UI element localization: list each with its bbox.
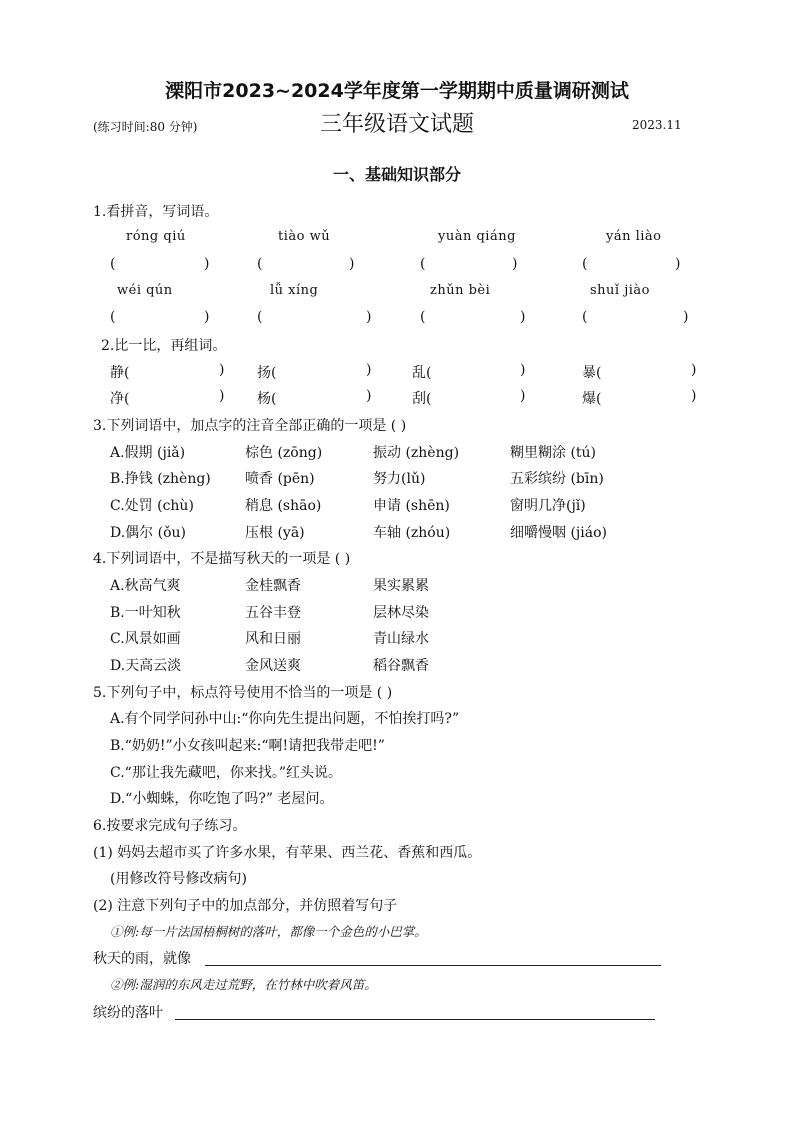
page-title: 溧阳市2023~2024学年度第一学期期中质量调研测试 bbox=[165, 80, 629, 102]
q6-sentence-1: (1) 妈妈去超市买了许多水果，有苹果、西兰花、香蕉和西瓜。 bbox=[93, 845, 482, 861]
q5-option: C.“那让我先藏吧，你来找。”红头说。 bbox=[110, 765, 342, 781]
answer-line[interactable] bbox=[205, 965, 661, 966]
q3-option: 糊里糊涂 (tú) bbox=[510, 445, 597, 461]
q5-option: B.“奶奶!”小女孩叫起来:“啊!请把我带走吧!” bbox=[110, 738, 385, 754]
compare-char: 暴( bbox=[582, 365, 602, 381]
answer-paren-close: ) bbox=[683, 309, 689, 325]
answer-paren-open: ( bbox=[420, 309, 426, 325]
q4-option: 层林尽染 bbox=[373, 605, 429, 621]
q3-option: D.偶尔 (ǒu) bbox=[110, 525, 186, 541]
q4-option: 金风送爽 bbox=[245, 658, 301, 674]
answer-paren-open: ( bbox=[110, 309, 116, 325]
pinyin: yuàn qiáng bbox=[438, 229, 516, 244]
pinyin: tiào wǔ bbox=[278, 229, 331, 244]
compare-char: 扬( bbox=[257, 365, 277, 381]
q3-option: 细嚼慢咽 (jiáo) bbox=[510, 525, 607, 541]
q3-option: A.假期 (jiǎ) bbox=[110, 445, 186, 461]
exam-date: 2023.11 bbox=[632, 118, 682, 132]
q6-example-2: ②例:湿润的东风走过荒野，在竹林中吹着风笛。 bbox=[110, 977, 377, 992]
compare-char: 净( bbox=[110, 391, 130, 407]
answer-paren-open: ( bbox=[582, 309, 588, 325]
q6-example-1: ①例:每一片法国梧桐树的落叶，都像一个金色的小巴掌。 bbox=[110, 924, 427, 939]
answer-paren-close: ) bbox=[520, 309, 526, 325]
pinyin: yán liào bbox=[606, 229, 662, 244]
paren-close: ) bbox=[520, 362, 526, 378]
q5-option: A.有个同学问孙中山:“你向先生提出问题，不怕挨打吗?” bbox=[110, 711, 460, 727]
answer-paren-open: ( bbox=[257, 309, 263, 325]
q4-option: A.秋高气爽 bbox=[110, 578, 181, 594]
answer-paren-close: ) bbox=[349, 256, 355, 272]
q3-option: 振动 (zhèng) bbox=[373, 445, 460, 461]
paren-close: ) bbox=[219, 362, 225, 378]
q3-option: 窗明几净(jǐ) bbox=[510, 498, 586, 514]
compare-char: 乱( bbox=[412, 365, 432, 381]
q1-prompt: 1.看拼音，写词语。 bbox=[93, 204, 219, 220]
answer-paren-open: ( bbox=[257, 256, 263, 272]
answer-paren-close: ) bbox=[675, 256, 681, 272]
q3-option: C.处罚 (chù) bbox=[110, 498, 194, 514]
q4-option: B.一叶知秋 bbox=[110, 605, 181, 621]
q3-prompt: 3.下列词语中，加点字的注音全部正确的一项是 ( ) bbox=[93, 418, 407, 434]
answer-paren-close: ) bbox=[204, 309, 210, 325]
q4-option: 风和日丽 bbox=[245, 631, 301, 647]
q3-option: 申请 (shēn) bbox=[373, 498, 450, 514]
q3-option: 压根 (yā) bbox=[245, 525, 305, 541]
pinyin: lǚ xíng bbox=[270, 283, 319, 298]
compare-char: 静( bbox=[110, 365, 130, 381]
q4-prompt: 4.下列词语中，不是描写秋天的一项是 ( ) bbox=[93, 551, 351, 567]
q3-option: 五彩缤纷 (bīn) bbox=[510, 471, 604, 487]
q4-option: 金桂飘香 bbox=[245, 578, 301, 594]
time-note: (练习时间:80 分钟) bbox=[93, 120, 198, 134]
paren-close: ) bbox=[520, 388, 526, 404]
q3-option: 车轴 (zhóu) bbox=[373, 525, 451, 541]
q4-option: C.风景如画 bbox=[110, 631, 181, 647]
q3-option: 棕色 (zōng) bbox=[245, 445, 323, 461]
q3-option: 稍息 (shāo) bbox=[245, 498, 322, 514]
paren-close: ) bbox=[366, 388, 372, 404]
answer-paren-close: ) bbox=[512, 256, 518, 272]
compare-char: 刮( bbox=[412, 391, 432, 407]
answer-paren-close: ) bbox=[204, 256, 210, 272]
q5-option: D.“小蜘蛛，你吃饱了吗?” 老屋问。 bbox=[110, 791, 334, 807]
paren-close: ) bbox=[691, 362, 697, 378]
q6-prompt: 6.按要求完成句子练习。 bbox=[93, 818, 247, 834]
q4-option: 果实累累 bbox=[373, 578, 429, 594]
paren-close: ) bbox=[366, 362, 372, 378]
q4-option: 五谷丰登 bbox=[245, 605, 301, 621]
answer-paren-close: ) bbox=[366, 309, 372, 325]
subtitle: 三年级语文试题 bbox=[319, 112, 474, 137]
paren-close: ) bbox=[219, 388, 225, 404]
compare-char: 杨( bbox=[257, 391, 277, 407]
pinyin: zhǔn bèi bbox=[430, 283, 491, 298]
q6-sentence-1-note: (用修改符号修改病句) bbox=[110, 871, 247, 887]
q3-option: 喷香 (pēn) bbox=[245, 471, 315, 487]
q5-prompt: 5.下列句子中，标点符号使用不恰当的一项是 ( ) bbox=[93, 685, 393, 701]
answer-line[interactable] bbox=[175, 1019, 655, 1020]
paren-close: ) bbox=[691, 388, 697, 404]
pinyin: róng qiú bbox=[126, 229, 186, 244]
section-title: 一、基础知识部分 bbox=[332, 165, 461, 184]
q6-fill-1-label: 秋天的雨，就像 bbox=[93, 951, 191, 967]
answer-paren-open: ( bbox=[110, 256, 116, 272]
q3-option: B.挣钱 (zhèng) bbox=[110, 471, 211, 487]
q6-fill-2-label: 缤纷的落叶 bbox=[93, 1005, 163, 1021]
answer-paren-open: ( bbox=[420, 256, 426, 272]
q4-option: 青山绿水 bbox=[373, 631, 429, 647]
pinyin: shuǐ jiào bbox=[590, 283, 650, 298]
q4-option: 稻谷飘香 bbox=[373, 658, 429, 674]
q4-option: D.天高云淡 bbox=[110, 658, 182, 674]
compare-char: 爆( bbox=[582, 391, 602, 407]
pinyin: wéi qún bbox=[117, 283, 173, 298]
q6-sentence-2: (2) 注意下列句子中的加点部分，并仿照着写句子 bbox=[93, 898, 398, 914]
q3-option: 努力(lǔ) bbox=[373, 471, 426, 487]
q2-prompt: 2.比一比，再组词。 bbox=[101, 338, 227, 354]
answer-paren-open: ( bbox=[582, 256, 588, 272]
